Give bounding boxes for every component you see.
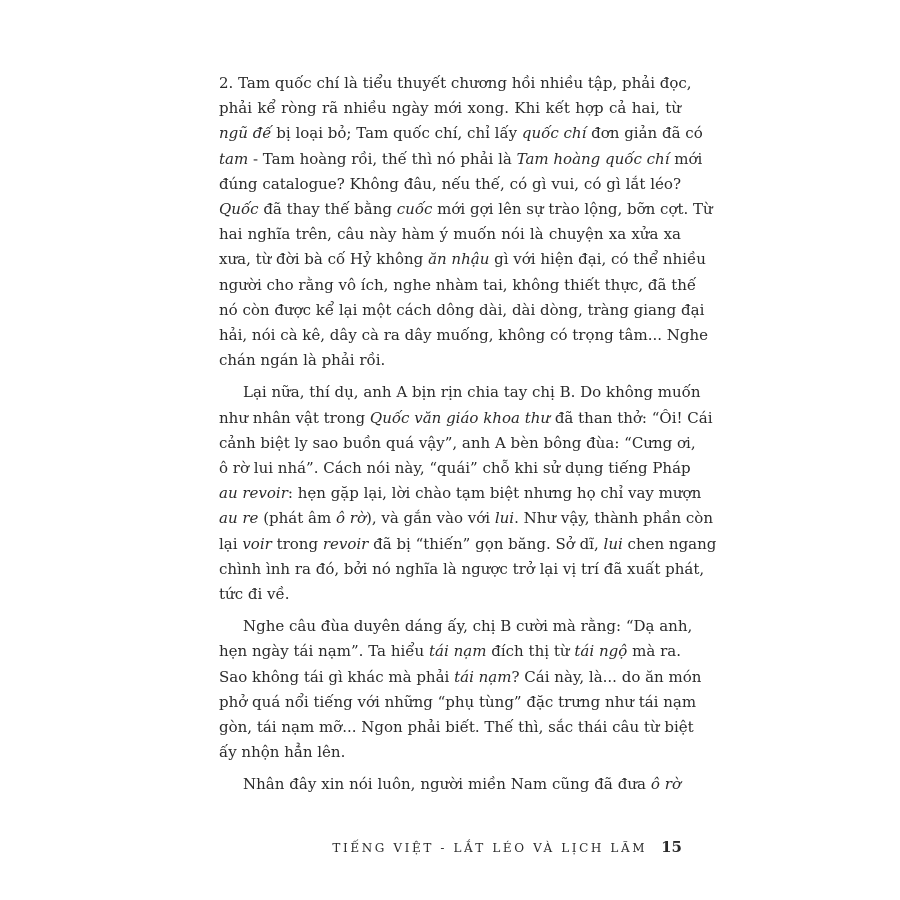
paragraph: [219, 380, 717, 607]
text-run: chán ngán là phải rồi.: [219, 351, 386, 370]
italic-term: ô rờ: [650, 775, 681, 794]
text-line: [219, 740, 681, 765]
text-line: [219, 582, 681, 607]
paragraph: [219, 772, 681, 797]
text-run: gòn, tái nạm mỡ... Ngon phải biết. Thế thì, sắc thái câu từ biệt: [219, 718, 694, 737]
text-line: [219, 247, 706, 272]
italic-term: lui: [494, 509, 515, 528]
text-run: Sao không tái gì khác mà phải: [219, 667, 455, 686]
text-run: xưa, từ đời bà cố Hỷ không: [219, 250, 429, 269]
text-line: [219, 273, 697, 298]
text-line: [219, 557, 705, 582]
text-run: 2. Tam quốc chí là tiểu thuyết chương hồi nhiều tập, phải đọc,: [219, 74, 692, 92]
text-run: phở quá nổi tiếng với những “phụ tùng” đặc trưng như tái nạm: [219, 692, 697, 711]
page-number: 15: [661, 838, 682, 856]
text-line: [219, 96, 681, 121]
text-line: [219, 481, 702, 506]
text-run: đích thị từ: [486, 642, 575, 661]
text-run: hai nghĩa trên, câu này hàm ý muốn nói là chuyện xa xửa xa: [219, 225, 681, 244]
text-run: đã thay thế bằng: [258, 200, 397, 219]
italic-term: quốc chí: [521, 124, 587, 143]
text-line: [219, 121, 703, 146]
italic-term: au re: [219, 509, 259, 528]
text-line: [219, 532, 717, 557]
text-run: đơn giản đã có: [586, 124, 703, 143]
text-run: ), và gắn vào với: [365, 509, 495, 528]
running-title: TIẾNG VIỆT - LẮT LÉO VÀ LỊCH LÃM: [332, 841, 648, 855]
text-line: [219, 456, 691, 481]
text-line: [219, 614, 693, 639]
italic-term: ngũ đế: [219, 124, 272, 143]
text-run: Nhân đây xin nói luôn, người miền Nam cũng đã đưa: [243, 775, 651, 794]
text-line: [219, 222, 681, 247]
text-run: - Tam hoàng rồi, thế thì nó phải là: [248, 149, 517, 168]
italic-term: ô rờ: [335, 509, 366, 528]
text-run: cảnh biệt ly sao buồn quá vậy”, anh A bèn bông đùa: “Cưng ơi,: [219, 433, 696, 452]
text-run: mới gợi lên sự trào lộng, bỡn cợt. Từ: [432, 200, 713, 219]
text-line: [219, 147, 703, 172]
text-run: hẹn ngày tái nạm”. Ta hiểu: [219, 642, 429, 661]
italic-term: au revoir: [219, 484, 288, 503]
text-run: ô rờ lui nhá”. Cách nói này, “quái” chỗ khi sử dụng tiếng Pháp: [219, 459, 691, 478]
text-run: Nghe câu đùa duyên dáng ấy, chị B cười mà rằng: “Dạ anh,: [243, 617, 693, 636]
text-run: đúng catalogue? Không đâu, nếu thế, có gì vui, có gì lắt léo?: [219, 174, 681, 193]
text-run: người cho rằng vô ích, nghe nhàm tai, không thiết thực, đã thế: [219, 275, 697, 294]
italic-term: Tam hoàng quốc chí: [516, 149, 670, 168]
text-run: ấy nhộn hẳn lên.: [219, 743, 346, 762]
italic-term: Quốc: [219, 200, 259, 219]
text-line: [219, 197, 713, 222]
text-line: [219, 772, 681, 797]
text-line: [219, 406, 713, 431]
text-run: như nhân vật trong: [219, 408, 370, 427]
text-run: nó còn được kể lại một cách dông dài, dài dòng, tràng giang đại: [219, 300, 705, 319]
paragraph: [219, 71, 713, 373]
italic-term: tam: [219, 149, 249, 168]
body-text: [219, 71, 717, 798]
italic-term: ăn nhậu: [428, 250, 490, 269]
text-line: [219, 690, 697, 715]
text-run: chình ình ra đó, bởi nó nghĩa là ngược trở lại vị trí đã xuất phát,: [219, 559, 705, 578]
italic-term: cuốc: [396, 200, 433, 219]
text-run: Lại nữa, thí dụ, anh A bịn rịn chia tay chị B. Do không muốn: [243, 383, 701, 402]
text-run: mới: [669, 149, 703, 168]
text-run: (phát âm: [258, 509, 336, 528]
text-run: . Như vậy, thành phần còn: [514, 509, 713, 528]
text-line: [219, 172, 681, 197]
text-line: [219, 431, 696, 456]
text-run: phải kể ròng rã nhiều ngày mới xong. Khi kết hợp cả hai, từ: [219, 99, 681, 118]
text-line: [219, 506, 713, 531]
text-run: lại: [219, 534, 243, 553]
text-run: hải, nói cà kê, dây cà ra dây muống, không có trọng tâm... Nghe: [219, 326, 709, 345]
italic-term: voir: [242, 534, 272, 553]
text-run: đã than thở: “Ôi! Cái: [550, 408, 713, 427]
text-run: gì với hiện đại, có thể nhiều: [489, 250, 706, 269]
italic-term: Quốc văn giáo khoa thư: [369, 408, 551, 427]
text-line: [219, 71, 692, 96]
text-run: : hẹn gặp lại, lời chào tạm biệt nhưng họ chỉ vay mượn: [287, 484, 702, 503]
text-run: mà ra.: [627, 642, 681, 661]
italic-term: lui: [603, 534, 623, 553]
italic-term: tái ngộ: [574, 642, 628, 661]
text-run: chen ngang: [622, 534, 717, 553]
text-line: [219, 639, 681, 664]
text-line: [219, 380, 701, 405]
text-run: đã bị “thiến” gọn băng. Sở dĩ,: [368, 534, 604, 553]
text-run: tức đi về.: [219, 585, 290, 604]
text-line: [219, 348, 681, 373]
paragraph: [219, 614, 702, 765]
text-line: [219, 323, 709, 348]
text-run: bị loại bỏ; Tam quốc chí, chỉ lấy: [271, 124, 522, 143]
text-run: trong: [271, 534, 323, 553]
italic-term: revoir: [322, 534, 369, 553]
italic-term: tái nạm: [429, 642, 487, 661]
text-line: [219, 298, 705, 323]
page-footer: [330, 838, 682, 858]
text-run: ? Cái này, là... do ăn món: [511, 667, 702, 686]
text-line: [219, 665, 702, 690]
text-line: [219, 715, 694, 740]
italic-term: tái nạm: [454, 667, 512, 686]
